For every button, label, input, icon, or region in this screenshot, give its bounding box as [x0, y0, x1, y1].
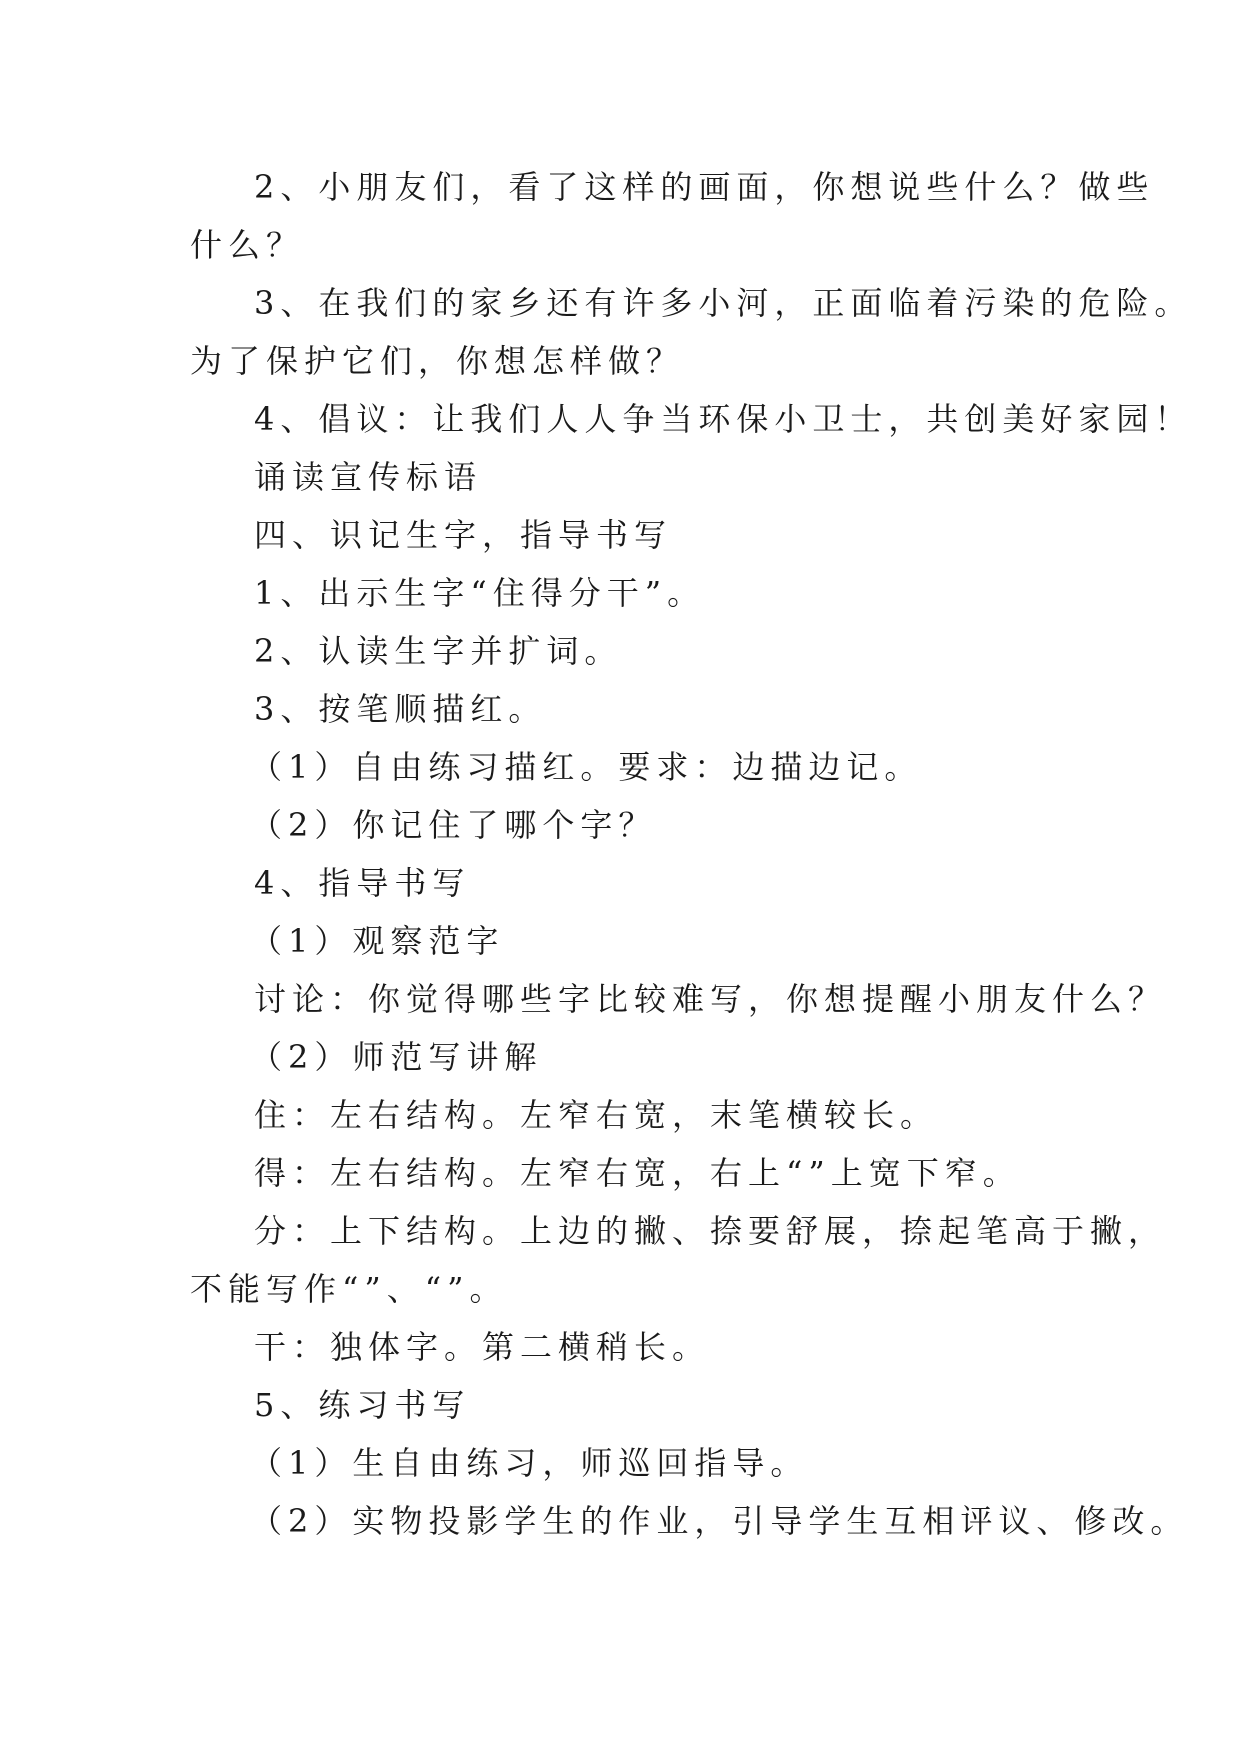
paragraph-line: 3、在我们的家乡还有许多小河，正面临着污染的危险。 [254, 284, 1193, 322]
paragraph-line: 3、按笔顺描红。 [254, 690, 547, 728]
paragraph-line: （1）生自由练习，师巡回指导。 [250, 1444, 809, 1482]
paragraph-line: 诵读宣传标语 [254, 458, 483, 496]
paragraph-line: 干：独体字。第二横稍长。 [254, 1328, 711, 1366]
paragraph-line: （1）观察范字 [250, 922, 505, 960]
paragraph-line: 讨论：你觉得哪些字比较难写，你想提醒小朋友什么？ [254, 980, 1167, 1018]
paragraph-line: 5、练习书写 [254, 1386, 471, 1424]
paragraph-line: 1、出示生字“住得分干”。 [254, 574, 706, 612]
paragraph-line: 为了保护它们，你想怎样做？ [190, 342, 685, 380]
paragraph-line: 2、小朋友们，看了这样的画面，你想说些什么？做些 [254, 168, 1155, 206]
paragraph-line: 得：左右结构。左窄右宽，右上“”上宽下窄。 [254, 1154, 1021, 1192]
paragraph-line: （2）你记住了哪个字？ [250, 806, 657, 844]
paragraph-line: 4、倡议：让我们人人争当环保小卫士，共创美好家园！ [254, 400, 1193, 438]
paragraph-line: 住：左右结构。左窄右宽，末笔横较长。 [254, 1096, 939, 1134]
paragraph-line: （1）自由练习描红。要求：边描边记。 [250, 748, 923, 786]
section-heading: 四、识记生字，指导书写 [254, 516, 673, 554]
paragraph-line: 2、认读生字并扩词。 [254, 632, 623, 670]
paragraph-line: 分：上下结构。上边的撇、捺要舒展，捺起笔高于撇， [254, 1212, 1167, 1250]
paragraph-line: 不能写作“”、“”。 [190, 1270, 508, 1308]
paragraph-line: 4、指导书写 [254, 864, 471, 902]
paragraph-line: 什么？ [190, 226, 305, 264]
paragraph-line: （2）师范写讲解 [250, 1038, 543, 1076]
paragraph-line: （2）实物投影学生的作业，引导学生互相评议、修改。 [250, 1502, 1189, 1540]
document-body [190, 158, 1193, 1550]
